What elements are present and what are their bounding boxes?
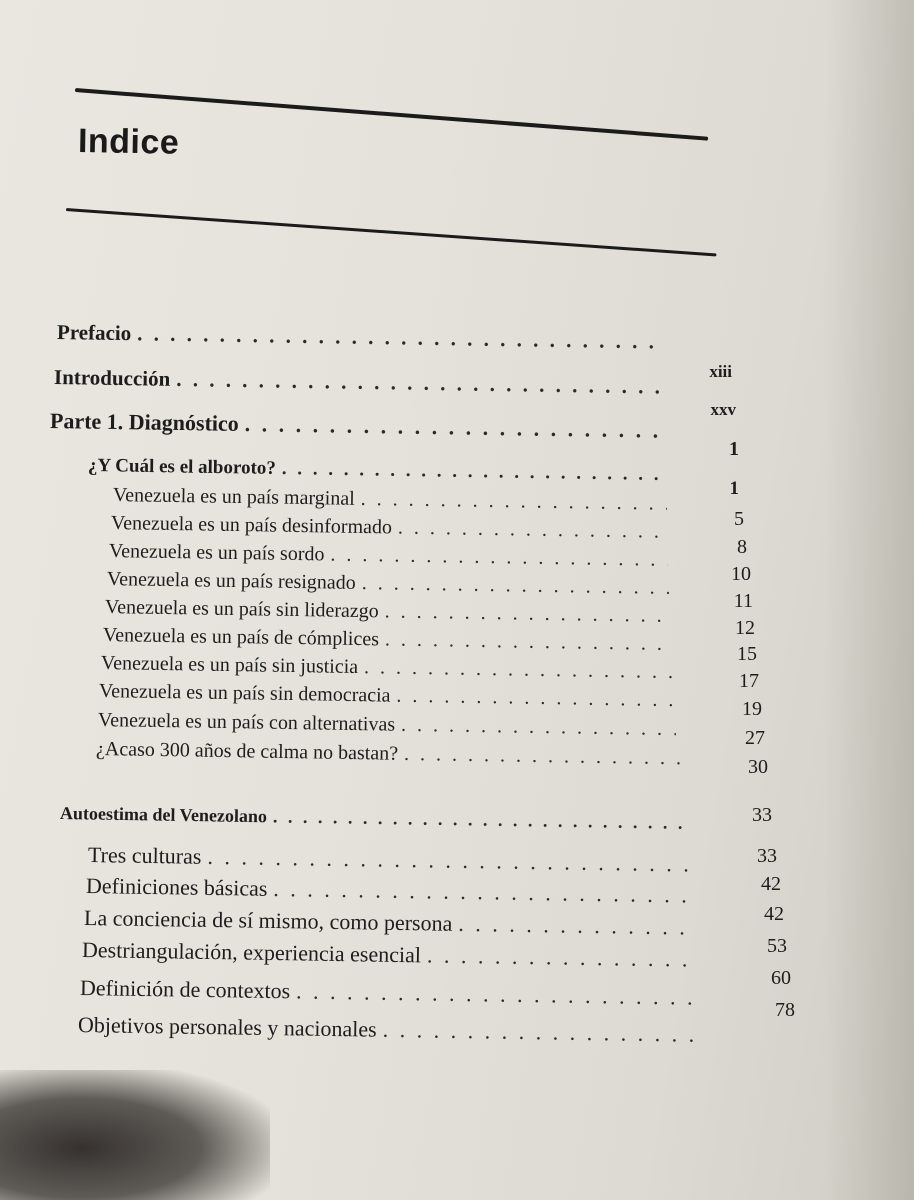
toc-entry <box>109 540 674 572</box>
toc-entry <box>107 568 675 600</box>
toc-entry <box>105 596 677 628</box>
toc-label: Autoestima del Venezolano <box>59 803 268 827</box>
dot-leader <box>273 876 694 909</box>
page-number: 1 <box>729 438 739 460</box>
toc-label: Objetivos personales y nacionales <box>77 1012 377 1042</box>
toc-entry <box>57 320 670 355</box>
dot-leader <box>385 600 672 627</box>
dot-leader <box>330 543 668 571</box>
dot-leader <box>362 572 670 600</box>
dot-leader <box>398 517 667 544</box>
page-number: 12 <box>735 617 755 639</box>
toc-entry <box>101 652 679 684</box>
toc-label: Venezuela es un país de cómplices <box>102 624 380 651</box>
toc-entry <box>113 484 673 516</box>
page-number: xiii <box>709 362 732 381</box>
dot-leader <box>273 806 689 834</box>
toc-label: ¿Y Cuál es el alboroto? <box>87 455 277 479</box>
toc-label: Venezuela es un país resignado <box>106 568 356 594</box>
toc-label: Prefacio <box>56 320 132 346</box>
toc-entry <box>80 975 707 1011</box>
page-number: 33 <box>757 845 777 867</box>
toc-entry <box>78 1012 710 1048</box>
dot-leader <box>427 942 699 972</box>
toc-label: Venezuela es un país marginal <box>112 484 355 510</box>
page-number: 42 <box>764 903 784 925</box>
dot-leader <box>296 978 701 1010</box>
page-number: 10 <box>731 563 751 585</box>
toc-entry <box>111 512 673 544</box>
toc-entry <box>96 738 686 770</box>
page-number: 1 <box>729 478 739 499</box>
toc-label: Venezuela es un país desinformado <box>110 512 393 539</box>
toc-entry <box>54 365 667 400</box>
toc-label: Destriangulación, experiencia esencial <box>81 937 422 968</box>
toc-label: Venezuela es un país con alternativas <box>97 709 396 736</box>
page-number: 17 <box>739 670 759 692</box>
toc-entry <box>98 709 682 741</box>
toc-label: Venezuela es un país sin justicia <box>100 652 359 679</box>
heading-rule-bottom <box>66 208 717 256</box>
toc-entry <box>86 873 700 909</box>
page-number: 11 <box>733 590 753 612</box>
toc-label: Tres culturas <box>87 842 202 869</box>
toc-label: Parte 1. Diagnóstico <box>49 408 239 436</box>
dot-leader <box>396 685 675 712</box>
dot-leader <box>458 911 696 941</box>
page-number: 60 <box>771 967 791 989</box>
dot-leader <box>383 1017 705 1048</box>
dot-leader <box>245 411 665 444</box>
toc-entry <box>60 803 695 834</box>
page-number: 53 <box>767 935 787 957</box>
toc-label: Introducción <box>53 365 171 391</box>
dot-leader <box>137 321 664 354</box>
page-number: 78 <box>775 999 795 1021</box>
toc-entry <box>88 842 698 878</box>
page-edge-shade <box>824 0 914 1200</box>
toc-label: La conciencia de sí mismo, como persona <box>83 905 453 936</box>
finger-shadow <box>0 1070 270 1200</box>
dot-leader <box>361 488 668 516</box>
toc-entry <box>99 680 681 712</box>
toc-label: Venezuela es un país sin liderazgo <box>104 596 379 623</box>
page-number: 27 <box>745 727 765 749</box>
toc-label: Venezuela es un país sordo <box>108 540 325 566</box>
page-number: 42 <box>761 873 781 895</box>
dot-leader <box>282 458 665 486</box>
dot-leader <box>404 743 680 770</box>
page-number: 19 <box>742 698 762 720</box>
page-number: 5 <box>734 508 744 530</box>
toc-entry <box>88 455 671 486</box>
page-number: 8 <box>737 536 747 558</box>
page-number: 33 <box>752 804 772 826</box>
page-number: xxv <box>710 400 736 419</box>
index-heading: Indice <box>77 122 180 162</box>
toc-label: Venezuela es un país sin democracia <box>98 680 391 707</box>
dot-leader <box>401 714 676 741</box>
page-number: 15 <box>737 643 757 665</box>
dot-leader <box>385 628 672 656</box>
toc-label: ¿Acaso 300 años de calma no bastan? <box>95 738 399 765</box>
toc-entry <box>84 905 702 941</box>
toc-entry <box>50 408 670 444</box>
dot-leader <box>207 844 692 878</box>
dot-leader <box>176 367 661 400</box>
dot-leader <box>364 656 673 684</box>
page-number: 30 <box>748 756 768 778</box>
toc-entry <box>82 937 705 973</box>
toc-label: Definiciones básicas <box>85 873 268 901</box>
toc-entry <box>103 624 678 656</box>
toc-label: Definición de contextos <box>79 975 291 1004</box>
